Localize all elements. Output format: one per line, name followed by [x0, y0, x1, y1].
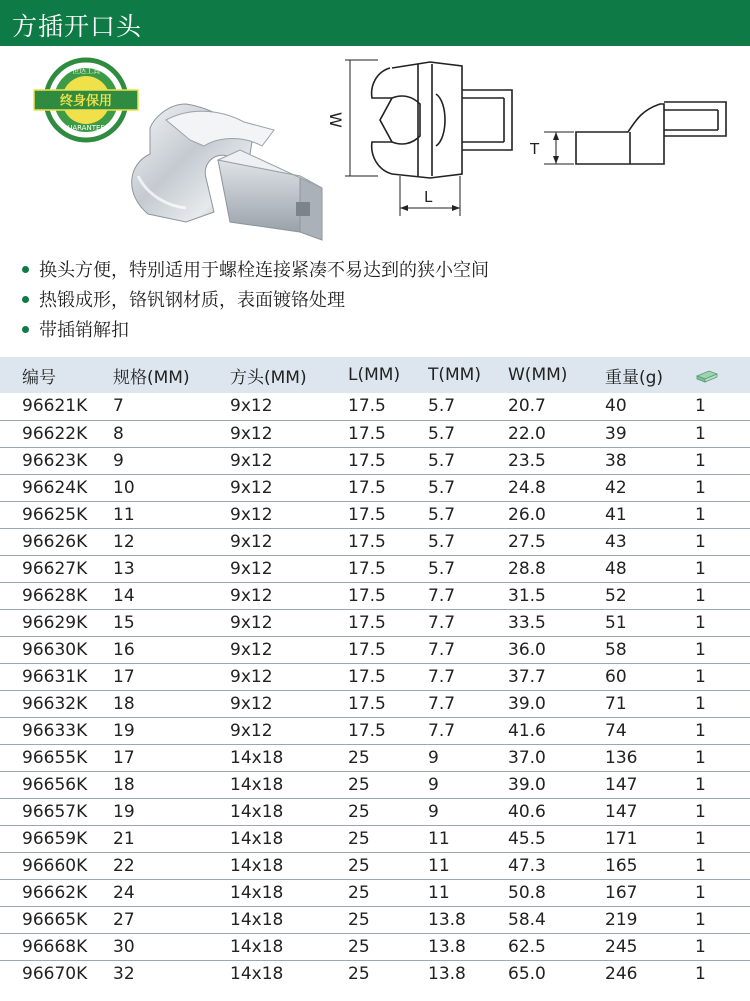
- table-row: [0, 771, 750, 798]
- cell-l: 17.5: [348, 639, 386, 660]
- cell-square-drive: 14x18: [230, 909, 284, 930]
- cell-size: 9: [113, 450, 124, 471]
- page-header: [0, 0, 750, 46]
- cell-size: 30: [113, 936, 135, 957]
- cell-w: 20.7: [508, 396, 546, 417]
- cell-l: 25: [348, 963, 370, 984]
- cell-part-no: 96668K: [22, 936, 88, 957]
- side-view-drawing: [544, 102, 726, 164]
- cell-part-no: 96665K: [22, 909, 88, 930]
- cell-qty: 1: [695, 936, 706, 957]
- cell-l: 25: [348, 882, 370, 903]
- cell-qty: 1: [695, 504, 706, 525]
- cell-weight: 43: [605, 531, 627, 552]
- cell-weight: 74: [605, 720, 627, 741]
- table-row: [0, 501, 750, 528]
- cell-l: 17.5: [348, 450, 386, 471]
- cell-size: 13: [113, 558, 135, 579]
- cell-qty: 1: [695, 558, 706, 579]
- cell-w: 39.0: [508, 693, 546, 714]
- cell-square-drive: 14x18: [230, 801, 284, 822]
- table-row: [0, 393, 750, 420]
- cell-w: 50.8: [508, 882, 546, 903]
- cell-square-drive: 9x12: [230, 423, 273, 444]
- cell-weight: 147: [605, 801, 638, 822]
- cell-qty: 1: [695, 774, 706, 795]
- cell-size: 8: [113, 423, 124, 444]
- cell-qty: 1: [695, 639, 706, 660]
- cell-size: 11: [113, 504, 135, 525]
- cell-size: 19: [113, 801, 135, 822]
- cell-weight: 40: [605, 396, 627, 417]
- table-row: [0, 798, 750, 825]
- cell-t: 13.8: [428, 936, 466, 957]
- cell-qty: 1: [695, 801, 706, 822]
- cell-w: 22.0: [508, 423, 546, 444]
- header-t: T(MM): [428, 365, 481, 385]
- cell-part-no: 96670K: [22, 963, 88, 984]
- cell-part-no: 96630K: [22, 639, 88, 660]
- table-row: [0, 636, 750, 663]
- cell-weight: 165: [605, 855, 638, 876]
- cell-weight: 71: [605, 693, 627, 714]
- cell-size: 24: [113, 882, 135, 903]
- cell-weight: 39: [605, 423, 627, 444]
- cell-w: 47.3: [508, 855, 546, 876]
- cell-l: 25: [348, 909, 370, 930]
- cell-part-no: 96633K: [22, 720, 88, 741]
- cell-square-drive: 9x12: [230, 450, 273, 471]
- cell-qty: 1: [695, 396, 706, 417]
- cell-l: 17.5: [348, 558, 386, 579]
- cell-l: 17.5: [348, 504, 386, 525]
- cell-part-no: 96628K: [22, 585, 88, 606]
- t-dimension-label: T: [530, 140, 540, 158]
- cell-w: 31.5: [508, 585, 546, 606]
- cell-square-drive: 14x18: [230, 936, 284, 957]
- cell-t: 7.7: [428, 666, 456, 687]
- cell-qty: 1: [695, 909, 706, 930]
- svg-text:世达工具: 世达工具: [72, 67, 100, 75]
- cell-part-no: 96629K: [22, 612, 88, 633]
- cell-size: 21: [113, 828, 135, 849]
- cell-square-drive: 14x18: [230, 882, 284, 903]
- cell-w: 33.5: [508, 612, 546, 633]
- cell-size: 15: [113, 612, 135, 633]
- table-row: [0, 447, 750, 474]
- cell-w: 40.6: [508, 801, 546, 822]
- cell-l: 25: [348, 936, 370, 957]
- cell-t: 7.7: [428, 612, 456, 633]
- cell-l: 17.5: [348, 720, 386, 741]
- cell-w: 39.0: [508, 774, 546, 795]
- table-row: [0, 933, 750, 960]
- cell-l: 17.5: [348, 423, 386, 444]
- feature-list: [22, 256, 732, 346]
- table-row: [0, 825, 750, 852]
- cell-part-no: 96626K: [22, 531, 88, 552]
- cell-size: 12: [113, 531, 135, 552]
- cell-t: 13.8: [428, 963, 466, 984]
- cell-l: 17.5: [348, 531, 386, 552]
- cell-qty: 1: [695, 666, 706, 687]
- cell-weight: 48: [605, 558, 627, 579]
- cell-weight: 58: [605, 639, 627, 660]
- cell-square-drive: 14x18: [230, 855, 284, 876]
- cell-t: 5.7: [428, 450, 456, 471]
- bullet-icon: [22, 326, 29, 333]
- table-row: [0, 744, 750, 771]
- cell-size: 32: [113, 963, 135, 984]
- product-illustration: [0, 46, 750, 256]
- cell-w: 45.5: [508, 828, 546, 849]
- cell-w: 28.8: [508, 558, 546, 579]
- cell-l: 25: [348, 801, 370, 822]
- cell-qty: 1: [695, 747, 706, 768]
- cell-l: 17.5: [348, 396, 386, 417]
- table-header-row: [0, 357, 750, 393]
- cell-weight: 147: [605, 774, 638, 795]
- bullet-icon: [22, 296, 29, 303]
- svg-text:GUARANTEED: GUARANTEED: [61, 124, 111, 132]
- cell-qty: 1: [695, 477, 706, 498]
- cell-qty: 1: [695, 882, 706, 903]
- cell-weight: 167: [605, 882, 638, 903]
- cell-w: 37.7: [508, 666, 546, 687]
- cell-part-no: 96657K: [22, 801, 88, 822]
- cell-t: 7.7: [428, 720, 456, 741]
- cell-square-drive: 9x12: [230, 639, 273, 660]
- cell-qty: 1: [695, 450, 706, 471]
- table-row: [0, 906, 750, 933]
- cell-w: 24.8: [508, 477, 546, 498]
- cell-w: 26.0: [508, 504, 546, 525]
- cell-size: 27: [113, 909, 135, 930]
- table-row: [0, 609, 750, 636]
- cell-weight: 246: [605, 963, 638, 984]
- cell-l: 17.5: [348, 693, 386, 714]
- cell-square-drive: 14x18: [230, 963, 284, 984]
- cell-square-drive: 14x18: [230, 774, 284, 795]
- cell-t: 11: [428, 882, 450, 903]
- cell-t: 5.7: [428, 558, 456, 579]
- cell-square-drive: 9x12: [230, 693, 273, 714]
- cell-size: 17: [113, 747, 135, 768]
- cell-size: 18: [113, 774, 135, 795]
- header-weight: 重量(g): [605, 367, 664, 388]
- header-l: L(MM): [348, 365, 401, 385]
- cell-t: 7.7: [428, 585, 456, 606]
- cell-l: 17.5: [348, 477, 386, 498]
- cell-weight: 245: [605, 936, 638, 957]
- cell-weight: 219: [605, 909, 638, 930]
- header-w: W(MM): [508, 365, 568, 385]
- cell-part-no: 96624K: [22, 477, 88, 498]
- table-row: [0, 474, 750, 501]
- feature-item: 带插销解扣: [22, 316, 732, 346]
- cell-square-drive: 9x12: [230, 396, 273, 417]
- cell-part-no: 96656K: [22, 774, 88, 795]
- cell-w: 58.4: [508, 909, 546, 930]
- cell-part-no: 96623K: [22, 450, 88, 471]
- cell-t: 9: [428, 774, 439, 795]
- cell-w: 36.0: [508, 639, 546, 660]
- cell-square-drive: 14x18: [230, 747, 284, 768]
- table-row: [0, 960, 750, 987]
- cell-weight: 42: [605, 477, 627, 498]
- feature-item: 换头方便，特别适用于螺栓连接紧凑不易达到的狭小空间: [22, 256, 732, 286]
- cell-t: 7.7: [428, 693, 456, 714]
- cell-size: 10: [113, 477, 135, 498]
- feature-item: 热锻成形，铬钒钢材质，表面镀铬处理: [22, 286, 732, 316]
- cell-part-no: 96659K: [22, 828, 88, 849]
- cell-w: 23.5: [508, 450, 546, 471]
- cell-square-drive: 9x12: [230, 585, 273, 606]
- cell-size: 16: [113, 639, 135, 660]
- cell-weight: 136: [605, 747, 638, 768]
- cell-square-drive: 9x12: [230, 558, 273, 579]
- cell-weight: 38: [605, 450, 627, 471]
- cell-weight: 41: [605, 504, 627, 525]
- cell-qty: 1: [695, 828, 706, 849]
- cell-square-drive: 9x12: [230, 531, 273, 552]
- cell-weight: 52: [605, 585, 627, 606]
- cell-qty: 1: [695, 963, 706, 984]
- guarantee-badge: [34, 60, 138, 140]
- cell-t: 7.7: [428, 639, 456, 660]
- bullet-icon: [22, 266, 29, 273]
- cell-t: 5.7: [428, 477, 456, 498]
- table-row: [0, 717, 750, 744]
- cell-part-no: 96632K: [22, 693, 88, 714]
- cell-part-no: 96631K: [22, 666, 88, 687]
- cell-l: 17.5: [348, 612, 386, 633]
- table-row: [0, 852, 750, 879]
- cell-l: 17.5: [348, 585, 386, 606]
- cell-t: 9: [428, 801, 439, 822]
- header-square-drive: 方头(MM): [230, 367, 307, 388]
- cell-l: 25: [348, 828, 370, 849]
- cell-w: 27.5: [508, 531, 546, 552]
- cell-t: 11: [428, 855, 450, 876]
- header-size: 规格(MM): [113, 367, 190, 388]
- svg-text:终身保用: 终身保用: [59, 94, 113, 109]
- cell-part-no: 96625K: [22, 504, 88, 525]
- header-qty: [695, 357, 750, 393]
- package-icon: [695, 367, 719, 383]
- wrench-head-photo: [132, 104, 322, 240]
- cell-l: 25: [348, 747, 370, 768]
- cell-weight: 51: [605, 612, 627, 633]
- cell-square-drive: 9x12: [230, 612, 273, 633]
- cell-qty: 1: [695, 855, 706, 876]
- table-row: [0, 582, 750, 609]
- cell-w: 37.0: [508, 747, 546, 768]
- cell-t: 5.7: [428, 423, 456, 444]
- cell-t: 5.7: [428, 504, 456, 525]
- cell-weight: 171: [605, 828, 638, 849]
- cell-part-no: 96622K: [22, 423, 88, 444]
- cell-part-no: 96627K: [22, 558, 88, 579]
- table-row: [0, 879, 750, 906]
- table-row: [0, 555, 750, 582]
- cell-w: 65.0: [508, 963, 546, 984]
- cell-t: 11: [428, 828, 450, 849]
- cell-w: 41.6: [508, 720, 546, 741]
- cell-size: 19: [113, 720, 135, 741]
- cell-size: 7: [113, 396, 124, 417]
- cell-qty: 1: [695, 720, 706, 741]
- table-row: [0, 528, 750, 555]
- cell-qty: 1: [695, 423, 706, 444]
- page-title: 方插开口头: [12, 12, 143, 41]
- cell-part-no: 96662K: [22, 882, 88, 903]
- header-part-no: 编号: [22, 367, 56, 388]
- cell-qty: 1: [695, 585, 706, 606]
- cell-l: 25: [348, 855, 370, 876]
- cell-size: 18: [113, 693, 135, 714]
- table-row: [0, 690, 750, 717]
- cell-w: 62.5: [508, 936, 546, 957]
- cell-size: 17: [113, 666, 135, 687]
- cell-t: 9: [428, 747, 439, 768]
- cell-qty: 1: [695, 693, 706, 714]
- cell-qty: 1: [695, 612, 706, 633]
- cell-size: 14: [113, 585, 135, 606]
- cell-square-drive: 9x12: [230, 504, 273, 525]
- cell-t: 5.7: [428, 531, 456, 552]
- cell-weight: 60: [605, 666, 627, 687]
- cell-t: 13.8: [428, 909, 466, 930]
- cell-square-drive: 14x18: [230, 828, 284, 849]
- cell-l: 17.5: [348, 666, 386, 687]
- table-row: [0, 663, 750, 690]
- cell-part-no: 96655K: [22, 747, 88, 768]
- spec-table: [0, 357, 750, 987]
- cell-qty: 1: [695, 531, 706, 552]
- l-dimension-label: L: [424, 188, 433, 206]
- table-row: [0, 420, 750, 447]
- cell-square-drive: 9x12: [230, 720, 273, 741]
- cell-square-drive: 9x12: [230, 477, 273, 498]
- cell-l: 25: [348, 774, 370, 795]
- cell-part-no: 96660K: [22, 855, 88, 876]
- cell-size: 22: [113, 855, 135, 876]
- w-dimension-label: W: [326, 112, 345, 128]
- cell-t: 5.7: [428, 396, 456, 417]
- cell-square-drive: 9x12: [230, 666, 273, 687]
- cell-part-no: 96621K: [22, 396, 88, 417]
